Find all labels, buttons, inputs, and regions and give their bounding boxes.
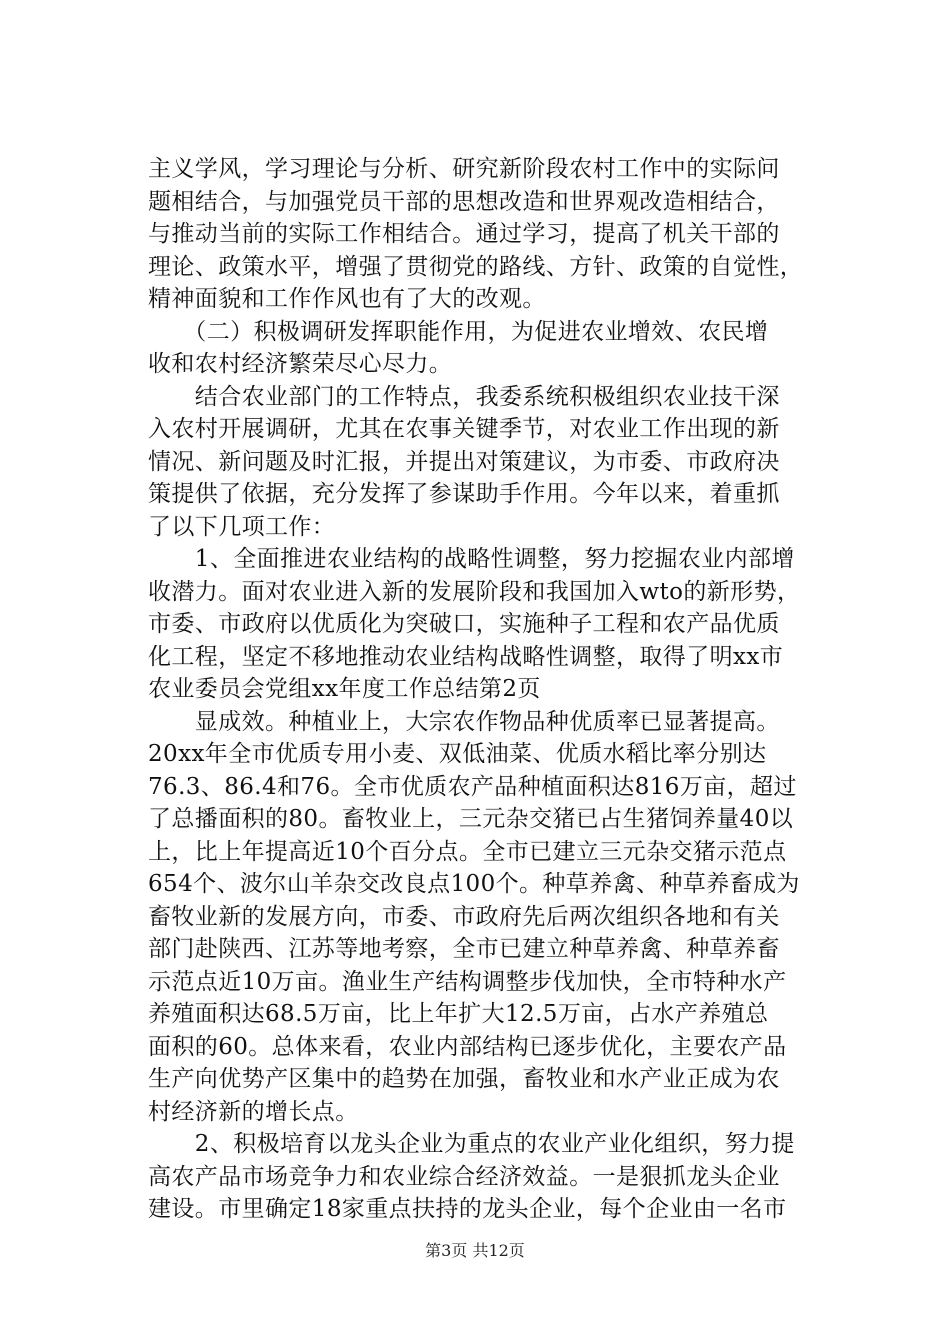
text-line: 654个、波尔山羊杂交改良点100个。种草养禽、种草养畜成为 — [148, 871, 800, 897]
text-line: 主义学风，学习理论与分析、研究新阶段农村工作中的实际问 — [148, 156, 780, 182]
text-line: 示范点近10万亩。渔业生产结构调整步伐加快，全市特种水产 — [148, 968, 787, 995]
text-line: 76.3、86.4和76。全市优质农产品种植面积达816万亩，超过 — [148, 773, 797, 800]
text-line: 策提供了依据，充分发挥了参谋助手作用。今年以来，着重抓 — [148, 481, 780, 507]
text-line: 理论、政策水平，增强了贯彻党的路线、方针、政策的自觉性， — [148, 253, 804, 280]
text-line: 了总播面积的80。畜牧业上，三元杂交猪已占生猪饲养量40以 — [148, 806, 794, 832]
text-line: 市委、市政府以优质化为突破口，实施种子工程和农产品优质 — [148, 611, 780, 637]
text-line: 村经济新的增长点。 — [148, 1098, 359, 1125]
text-line: 部门赴陕西、江苏等地考察，全市已建立种草养禽、种草养畜 — [148, 936, 780, 962]
text-line: 情况、新问题及时汇报，并提出对策建议，为市委、市政府决 — [148, 448, 780, 475]
text-line: 精神面貌和工作作风也有了大的改观。 — [148, 286, 546, 312]
text-line: 生产向优势产区集中的趋势在加强，畜牧业和水产业正成为农 — [148, 1066, 780, 1092]
text-line: 题相结合，与加强党员干部的思想改造和世界观改造相结合， — [148, 188, 780, 215]
text-line: 2、积极培育以龙头企业为重点的农业产业化组织，努力提 — [148, 1131, 795, 1157]
page-number-footer: 第3页 共12页 — [425, 1241, 525, 1260]
text-line: 畜牧业新的发展方向，市委、市政府先后两次组织各地和有关 — [148, 903, 780, 930]
text-line: 与推动当前的实际工作相结合。通过学习，提高了机关干部的 — [148, 221, 780, 247]
text-line: 建设。市里确定18家重点扶持的龙头企业，每个企业由一名市 — [148, 1196, 787, 1222]
section-heading-line: （二）积极调研发挥职能作用，为促进农业增效、农民增 — [148, 318, 769, 345]
document-body — [148, 153, 838, 1226]
text-line: 入农村开展调研，尤其在农事关键季节，对农业工作出现的新 — [148, 416, 780, 442]
text-line: 显成效。种植业上，大宗农作物品种优质率已显著提高。 — [148, 708, 780, 735]
text-line: 上，比上年提高近10个百分点。全市已建立三元杂交猪示范点 — [148, 838, 787, 865]
text-line: 结合农业部门的工作特点，我委系统积极组织农业技干深 — [148, 383, 780, 410]
text-line: 收潜力。面对农业进入新的发展阶段和我国加入wto的新形势， — [148, 578, 801, 605]
text-line: 1、全面推进农业结构的战略性调整，努力挖掘农业内部增 — [148, 546, 795, 572]
text-line: 化工程，坚定不移地推动农业结构战略性调整，取得了明xx市 — [148, 643, 784, 670]
text-line: 20xx年全市优质专用小麦、双低油菜、优质水稻比率分别达 — [148, 741, 767, 767]
section-heading-line: 收和农村经济繁荣尽心尽力。 — [148, 351, 453, 377]
text-line: 面积的60。总体来看，农业内部结构已逐步优化，主要农产品 — [148, 1033, 787, 1060]
text-line: 了以下几项工作： — [148, 513, 336, 540]
text-line: 高农产品市场竞争力和农业综合经济效益。一是狠抓龙头企业 — [148, 1163, 780, 1190]
text-line: 农业委员会党组xx年度工作总结第2页 — [148, 676, 541, 702]
text-line: 养殖面积达68.5万亩，比上年扩大12.5万亩，占水产养殖总 — [148, 1001, 769, 1027]
